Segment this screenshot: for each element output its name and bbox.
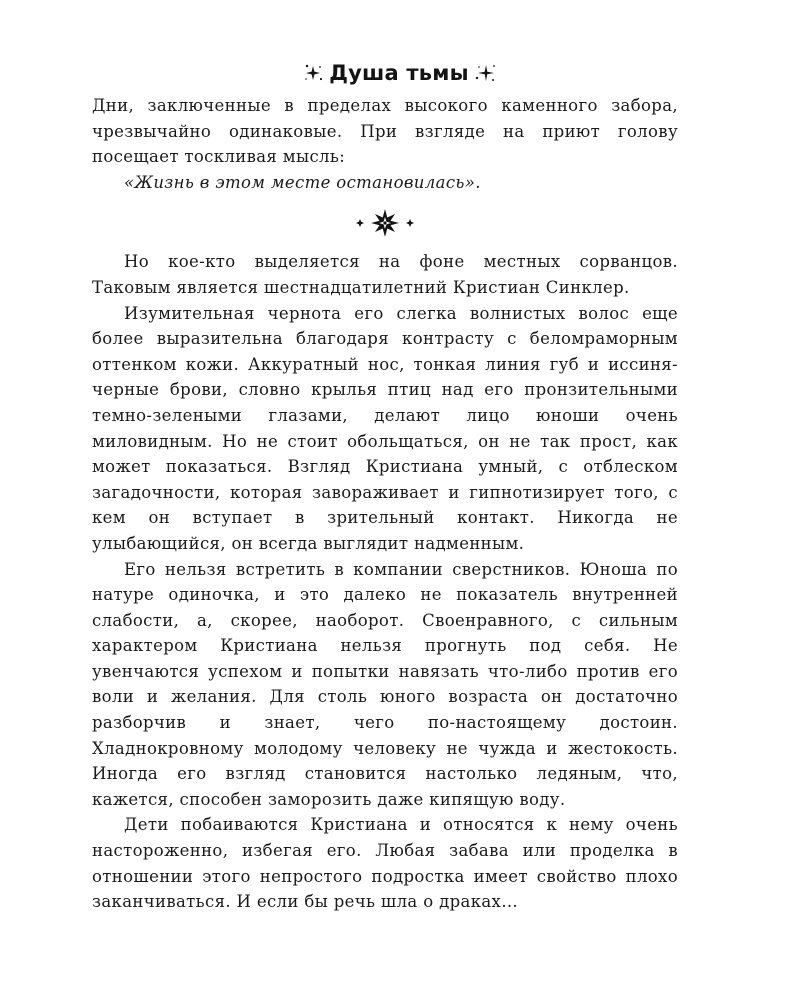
chapter-title: Душа тьмы (329, 61, 469, 85)
sparkle-left-icon (303, 62, 325, 84)
paragraph-3: Его нельзя встретить в компании сверстников. Юноша по натуре одиночка, и это далеко не показатель внутренней слабости, а, скорее, наоборот. Своенравного, с сильным характером Кристиана нельзя прогнуть под себя. Не увенчаются успехом и попытки навязать что-либо против его воли и желания. Для столь юного возраста он достаточно разборчив и знает, чего по-настоящему достоин. Хладнокровному молодому человеку не чужда и жестокость. Иногда его взгляд становится настолько ледяным, что, кажется, способен заморозить даже кипящую воду. (92, 559, 678, 809)
section-divider (92, 197, 678, 247)
body-text (92, 93, 678, 915)
paragraph-4: Дети побаиваются Кристиана и относятся к нему очень настороженно, избегая его. Любая забава или проделка в отношении этого непростого подростка имеет свойство плохо заканчиваться. И если бы речь шла о драках… (92, 815, 678, 912)
paragraph-1: Но кое-кто выделяется на фоне местных сорванцов. Таковым является шестнадцатилетний Кристиан Синклер. (92, 252, 678, 297)
intro-paragraph: Дни, заключенные в пределах высокого каменного забора, чрезвычайно одинаковые. При взгляде на приют голову посещает тоскливая мысль: (92, 96, 678, 167)
sparkle-right-icon (473, 62, 497, 84)
paragraph-2: Изумительная чернота его слегка волнистых волос еще более выразительна благодаря контрасту с беломраморным оттенком кожи. Аккуратный нос, тонкая линия губ и иссиня-черные брови, словно крылья птиц над его пронзительными темно-зелеными глазами, делают лицо юноши очень миловидным. Но не стоит обольщаться, он не так прост, как может показаться. Взгляд Кристиана умный, с отблеском загадочности, которая завораживает и гипнотизирует того, с кем он вступает в зрительный контакт. Никогда не улыбающийся, он всегда выглядит надменным. (92, 303, 678, 553)
star-ornament-icon (353, 208, 417, 236)
quote-line: «Жизнь в этом месте остановилась». (124, 172, 481, 192)
chapter-header (0, 56, 800, 90)
